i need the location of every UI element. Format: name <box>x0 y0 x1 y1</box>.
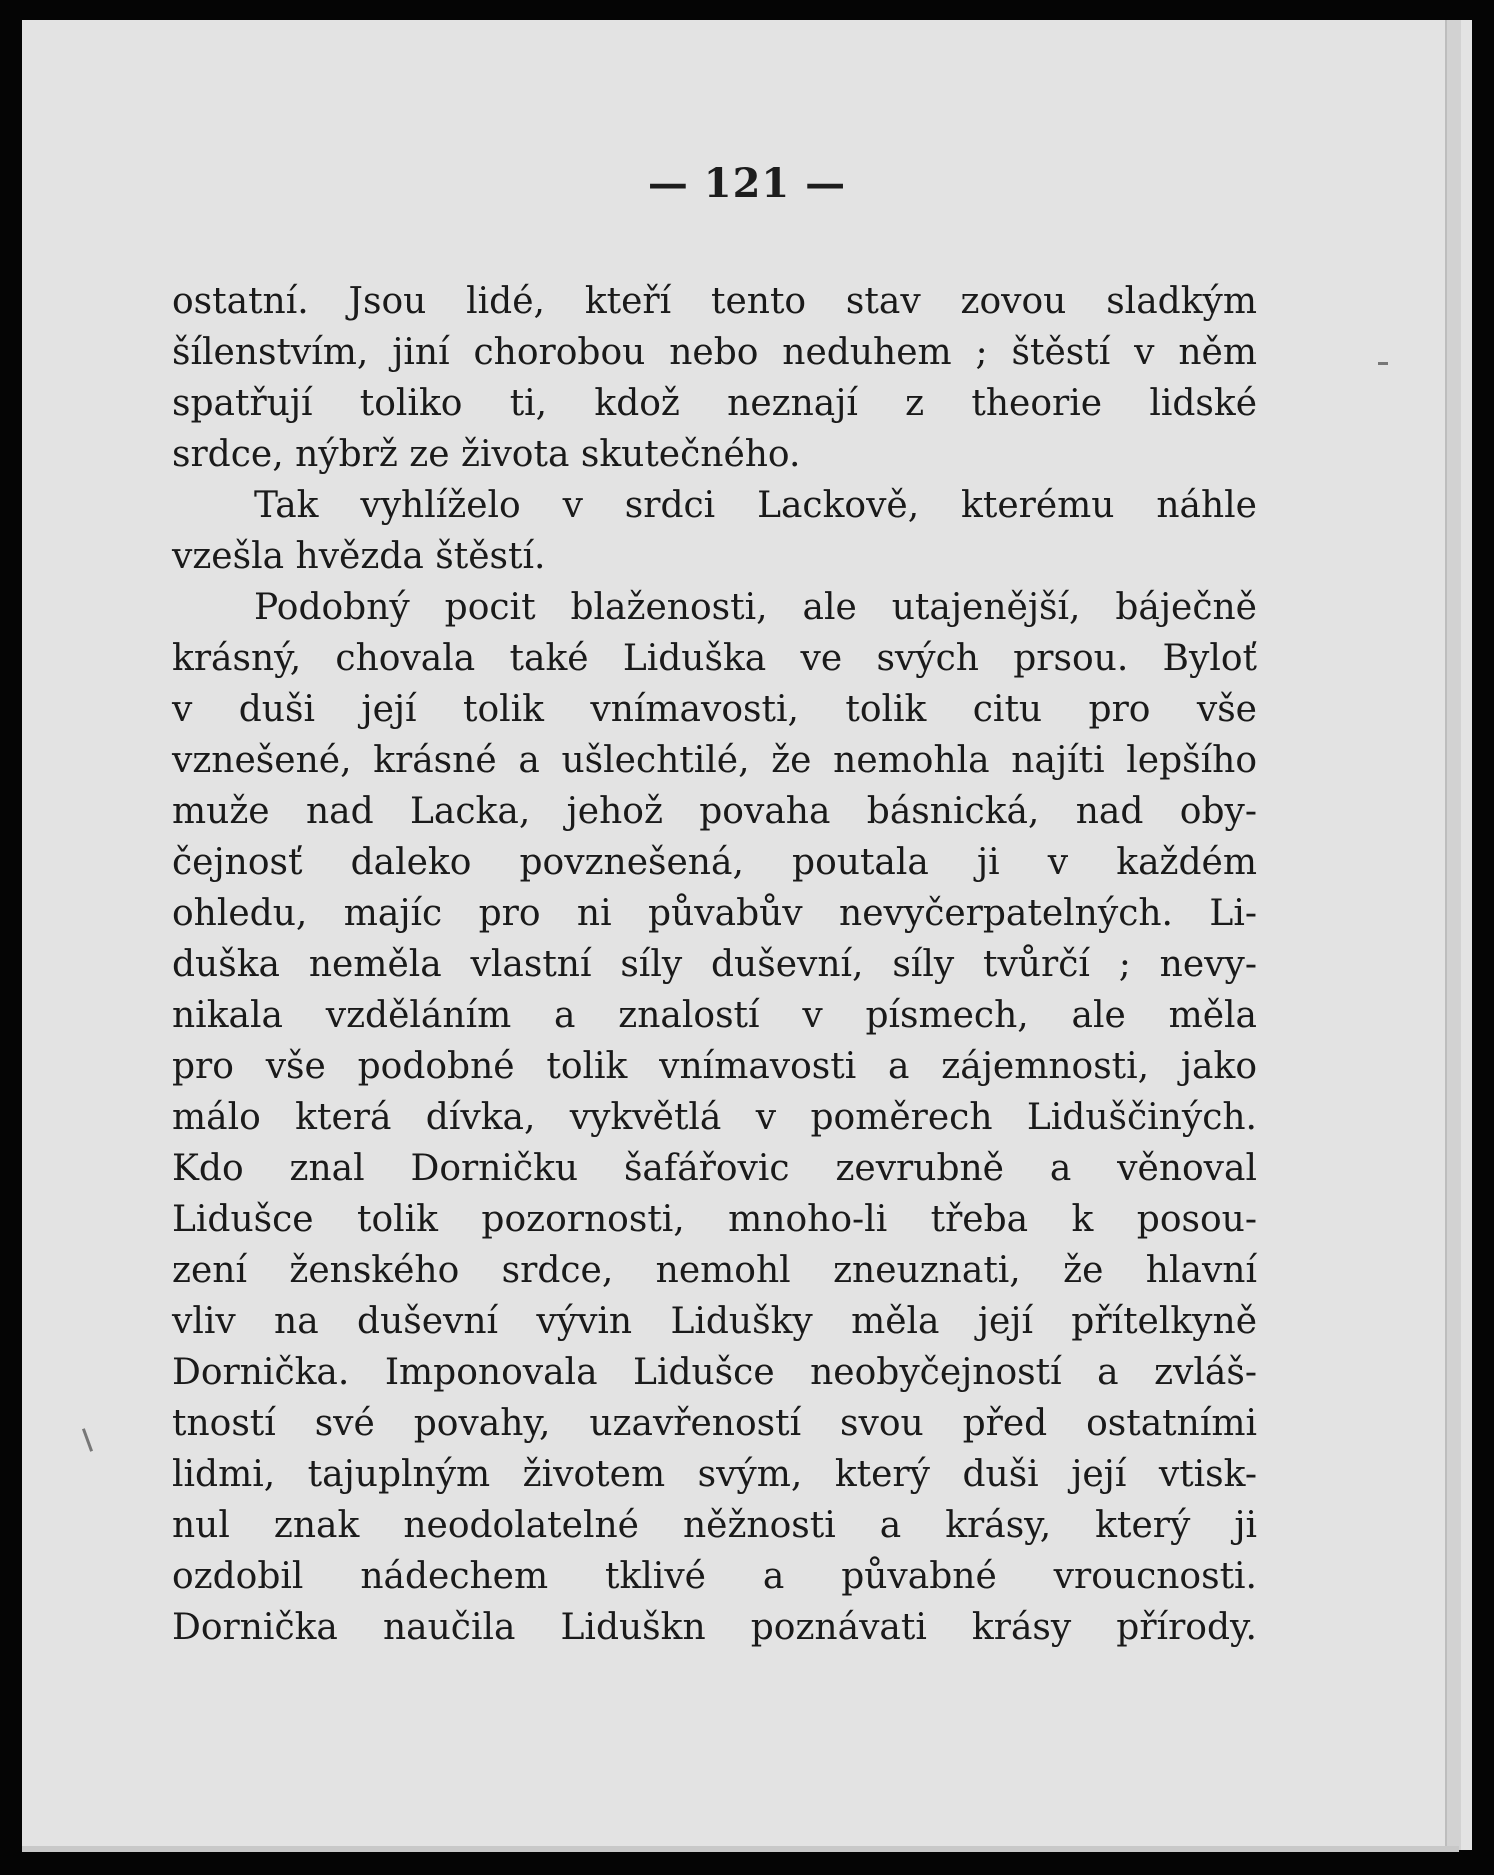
text-line: šílenstvím, jiní chorobou nebo neduhem ; štěstí v něm <box>172 332 1257 373</box>
text-line: tností své povahy, uzavřeností svou před ostatními <box>172 1403 1257 1444</box>
text-line: Tak vyhlíželo v srdci Lackově, kterému náhle <box>254 485 1257 526</box>
text-line: srdce, nýbrž ze života skutečného. <box>172 434 801 475</box>
page-edge-right <box>1445 20 1461 1850</box>
text-line: nikala vzděláním a znalostí v písmech, ale měla <box>172 995 1257 1036</box>
text-line: spatřují toliko ti, kdož neznají z theorie lidské <box>172 383 1257 424</box>
text-line: málo která dívka, vykvětlá v poměrech Liduščiných. <box>172 1097 1257 1138</box>
scan-mark <box>1378 362 1388 365</box>
text-line: ohledu, majíc pro ni půvabův nevyčerpatelných. Li- <box>172 893 1257 934</box>
text-line: v duši její tolik vnímavosti, tolik citu pro vše <box>172 689 1257 730</box>
body-text <box>172 276 1257 1653</box>
text-line: nul znak neodolatelné něžnosti a krásy, který ji <box>172 1505 1257 1546</box>
text-line: vliv na duševní vývin Lidušky měla její přítelkyně <box>172 1301 1257 1342</box>
text-line: zení ženského srdce, nemohl zneuznati, že hlavní <box>172 1250 1257 1291</box>
text-line: vznešené, krásné a ušlechtilé, že nemohla najíti lepšího <box>172 740 1257 781</box>
text-line: krásný, chovala také Liduška ve svých prsou. Byloť <box>172 638 1257 679</box>
text-line: Dornička naučila Liduškn poznávati krásy přírody. <box>172 1607 1257 1648</box>
text-line: vzešla hvězda štěstí. <box>172 536 546 577</box>
text-line: Podobný pocit blaženosti, ale utajenější, báječně <box>254 587 1257 628</box>
text-line: pro vše podobné tolik vnímavosti a zájemnosti, jako <box>172 1046 1257 1087</box>
text-line: Kdo znal Dorničku šafářovic zevrubně a věnoval <box>172 1148 1257 1189</box>
text-line: lidmi, tajuplným životem svým, který duši její vtisk- <box>172 1454 1257 1495</box>
text-line: muže nad Lacka, jehož povaha básnická, nad oby- <box>172 791 1257 832</box>
text-line: ozdobil nádechem tklivé a půvabné vroucnosti. <box>172 1556 1257 1597</box>
book-page <box>22 20 1472 1850</box>
page-number: — 121 — <box>647 160 847 207</box>
page-edge-bottom <box>22 1846 1459 1852</box>
text-line: ostatní. Jsou lidé, kteří tento stav zovou sladkým <box>172 281 1257 322</box>
text-line: Lidušce tolik pozornosti, mnoho-li třeba k posou- <box>172 1199 1257 1240</box>
text-line: čejnosť daleko povznešená, poutala ji v každém <box>172 842 1257 883</box>
text-line: Dornička. Imponovala Lidušce neobyčejností a zvláš- <box>172 1352 1257 1393</box>
text-line: duška neměla vlastní síly duševní, síly tvůrčí ; nevy- <box>172 944 1257 985</box>
